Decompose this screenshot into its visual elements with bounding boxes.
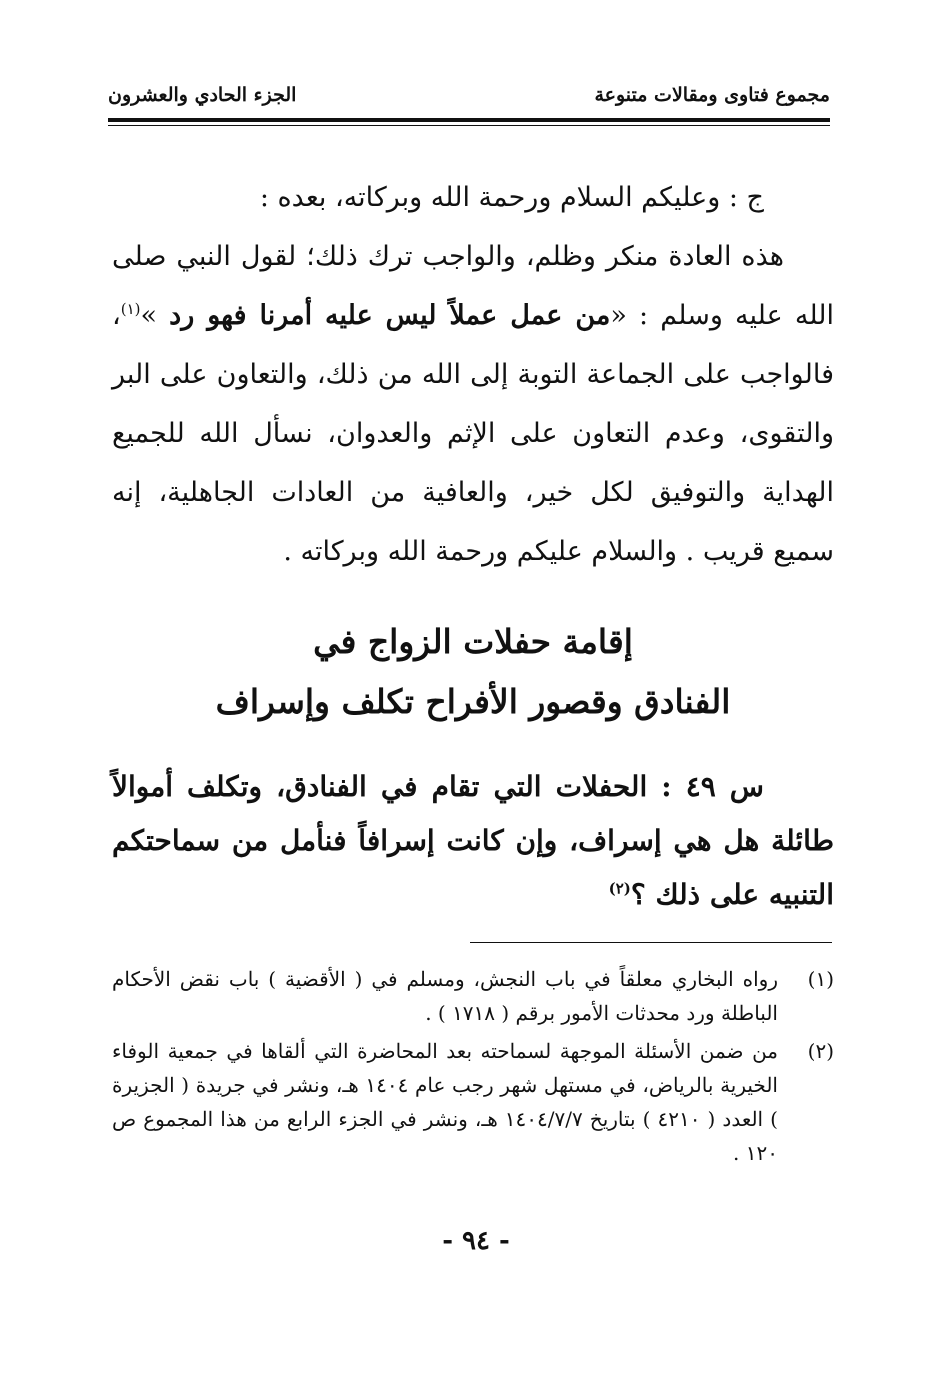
section-title: [112, 612, 834, 732]
footnote-text: من ضمن الأسئلة الموجهة لسماحته بعد المحاضرة التي ألقاها في جمعية الوفاء الخيرية بالرياض، في مستهل شهر رجب عام ١٤٠٤ هـ، ونشر في جريدة ( الجزيرة ) العدد ( ٤٢١٠ ) بتاريخ ١٤٠٤/٧/٧ هـ، ونشر في الجزء الرابع من هذا المجموع ص ١٢٠ .: [112, 1039, 779, 1165]
footnote-number: (١): [807, 967, 834, 991]
book-title: مجموع فتاوى ومقالات متنوعة: [594, 84, 830, 106]
question-text: س ٤٩ : الحفلات التي تقام في الفنادق، وتكلف أموالاً طائلة هل هي إسراف، وإن كانت إسرافاً فنأمل من سماحتكم التنبيه على ذلك ؟: [112, 770, 834, 911]
header-rule-thick: [108, 118, 830, 122]
hadith-quote: من عمل عملاً ليس عليه أمرنا فهو رد: [169, 300, 611, 331]
section-title-line-2: الفنادق وقصور الأفراح تكلف وإسراف: [215, 682, 731, 721]
answer-text-after-hadith: ، فالواجب على الجماعة التوبة إلى الله من ذلك، والتعاون على البر والتقوى، وعدم التعاون على الإثم والعدوان، نسأل الله للجميع الهداية والتوفيق لكل خير، والعافية من العادات الجاهلية، إنه سميع قريب . والسلام عليكم ورحمة الله وبركاته .: [112, 300, 834, 567]
footnote-ref-2: (٢): [608, 879, 631, 898]
footnote-item: [112, 962, 834, 1030]
volume-title: الجزء الحادي والعشرون: [108, 84, 297, 106]
footnote-separator: [470, 942, 832, 943]
footnote-number: (٢): [807, 1039, 834, 1063]
answer-paragraph: [112, 227, 834, 581]
header-rule-thin: [108, 125, 830, 126]
page-number: - ٩٤ -: [442, 1226, 510, 1256]
question-paragraph: [112, 760, 834, 922]
answer-text-before-hadith: هذه العادة منكر وظلم، والواجب ترك ذلك؛ لقول النبي صلى الله عليه وسلم : «: [112, 241, 834, 331]
answer-intro: ج : وعليكم السلام ورحمة الله وبركاته، بعده :: [259, 182, 764, 213]
hadith-close-quote: »: [140, 300, 170, 331]
section-title-line-1: إقامة حفلات الزواج في: [313, 622, 633, 661]
footnote-ref-1: (١): [120, 300, 141, 318]
footnote-item: [112, 1034, 834, 1170]
footnote-text: رواه البخاري معلقاً في باب النجش، ومسلم في ( الأقضية ) باب نقض الأحكام الباطلة ورد محدثات الأمور برقم ( ١٧١٨ ) .: [112, 967, 778, 1025]
running-header: [108, 80, 830, 114]
footnotes: [112, 962, 834, 1174]
answer-block: [112, 168, 834, 581]
